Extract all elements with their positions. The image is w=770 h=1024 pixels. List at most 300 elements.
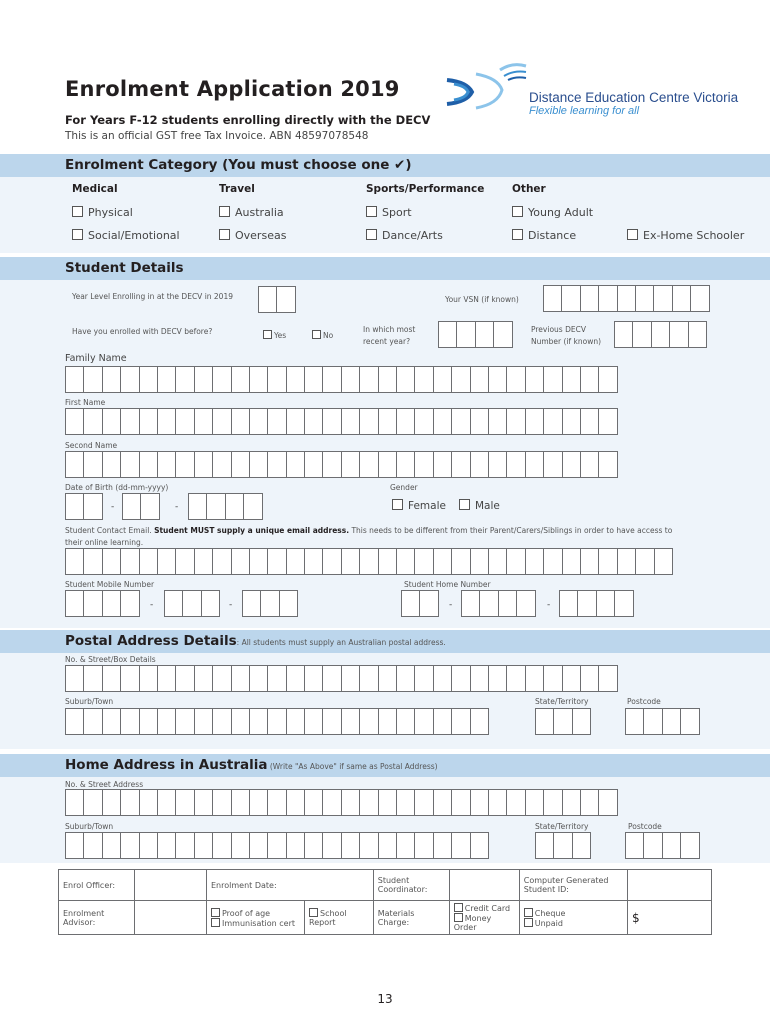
char-box[interactable]: [359, 366, 378, 393]
char-box[interactable]: [120, 366, 139, 393]
char-box[interactable]: [194, 665, 213, 692]
char-box[interactable]: [212, 789, 231, 816]
checkbox[interactable]: [219, 206, 230, 217]
char-box[interactable]: [414, 408, 433, 435]
char-box[interactable]: [65, 708, 84, 735]
char-box[interactable]: [157, 789, 176, 816]
char-box[interactable]: [643, 708, 662, 735]
char-box[interactable]: [559, 590, 578, 617]
char-box[interactable]: [562, 665, 581, 692]
char-box[interactable]: [157, 408, 176, 435]
char-box[interactable]: [598, 789, 617, 816]
checkbox[interactable]: [512, 206, 523, 217]
char-box[interactable]: [157, 548, 176, 575]
char-box[interactable]: [580, 408, 599, 435]
char-box[interactable]: [304, 832, 323, 859]
char-box[interactable]: [488, 408, 507, 435]
char-box[interactable]: [206, 493, 225, 520]
char-box[interactable]: [231, 789, 250, 816]
char-box[interactable]: [175, 548, 194, 575]
checkbox[interactable]: [366, 206, 377, 217]
char-box[interactable]: [65, 665, 84, 692]
char-box[interactable]: [378, 789, 397, 816]
char-box[interactable]: [304, 665, 323, 692]
char-box[interactable]: [598, 548, 617, 575]
char-box[interactable]: [488, 451, 507, 478]
checkbox[interactable]: [366, 229, 377, 240]
char-box[interactable]: [231, 366, 250, 393]
char-box[interactable]: [304, 548, 323, 575]
postal-postcode-boxes[interactable]: [625, 708, 699, 735]
char-box[interactable]: [322, 832, 341, 859]
char-box[interactable]: [102, 366, 121, 393]
char-box[interactable]: [65, 408, 84, 435]
checkbox[interactable]: [459, 499, 470, 510]
char-box[interactable]: [120, 548, 139, 575]
char-box[interactable]: [231, 548, 250, 575]
char-box[interactable]: [249, 451, 268, 478]
char-box[interactable]: [433, 366, 452, 393]
char-box[interactable]: [102, 451, 121, 478]
recent-year-boxes[interactable]: [438, 321, 512, 348]
char-box[interactable]: [488, 789, 507, 816]
char-box[interactable]: [258, 286, 277, 313]
option-social-emotional[interactable]: [72, 229, 180, 242]
char-box[interactable]: [635, 548, 654, 575]
home-state-boxes[interactable]: [535, 832, 590, 859]
char-box[interactable]: [396, 451, 415, 478]
char-box[interactable]: [625, 708, 644, 735]
char-box[interactable]: [396, 408, 415, 435]
char-box[interactable]: [562, 548, 581, 575]
char-box[interactable]: [286, 366, 305, 393]
checkbox[interactable]: [309, 908, 318, 917]
char-box[interactable]: [286, 832, 305, 859]
char-box[interactable]: [267, 451, 286, 478]
char-box[interactable]: [401, 590, 420, 617]
checkbox[interactable]: [263, 330, 272, 339]
char-box[interactable]: [506, 451, 525, 478]
char-box[interactable]: [267, 366, 286, 393]
char-box[interactable]: [194, 451, 213, 478]
checkbox[interactable]: [211, 908, 220, 917]
char-box[interactable]: [562, 451, 581, 478]
char-box[interactable]: [378, 408, 397, 435]
char-box[interactable]: [614, 590, 633, 617]
enrolled-no[interactable]: [312, 330, 333, 340]
char-box[interactable]: [65, 548, 84, 575]
home-number-boxes-1[interactable]: [401, 590, 438, 617]
char-box[interactable]: [378, 708, 397, 735]
char-box[interactable]: [617, 548, 636, 575]
char-box[interactable]: [488, 366, 507, 393]
mobile-boxes-1[interactable]: [65, 590, 139, 617]
char-box[interactable]: [249, 408, 268, 435]
char-box[interactable]: [279, 590, 298, 617]
char-box[interactable]: [359, 451, 378, 478]
char-box[interactable]: [322, 665, 341, 692]
char-box[interactable]: [341, 408, 360, 435]
char-box[interactable]: [175, 708, 194, 735]
char-box[interactable]: [396, 708, 415, 735]
char-box[interactable]: [672, 285, 691, 312]
enrol-officer-field[interactable]: [135, 870, 207, 901]
amount-field[interactable]: [628, 901, 712, 935]
char-box[interactable]: [580, 665, 599, 692]
char-box[interactable]: [267, 708, 286, 735]
char-box[interactable]: [396, 665, 415, 692]
char-box[interactable]: [525, 451, 544, 478]
char-box[interactable]: [562, 789, 581, 816]
option-ex-home-schooler[interactable]: [627, 229, 744, 242]
char-box[interactable]: [83, 493, 102, 520]
char-box[interactable]: [378, 366, 397, 393]
home-suburb-boxes[interactable]: [65, 832, 488, 859]
char-box[interactable]: [359, 789, 378, 816]
char-box[interactable]: [488, 665, 507, 692]
char-box[interactable]: [286, 408, 305, 435]
char-box[interactable]: [83, 832, 102, 859]
char-box[interactable]: [359, 408, 378, 435]
char-box[interactable]: [632, 321, 651, 348]
char-box[interactable]: [83, 789, 102, 816]
char-box[interactable]: [493, 321, 512, 348]
char-box[interactable]: [267, 832, 286, 859]
char-box[interactable]: [102, 408, 121, 435]
char-box[interactable]: [456, 321, 475, 348]
char-box[interactable]: [433, 408, 452, 435]
char-box[interactable]: [414, 366, 433, 393]
char-box[interactable]: [175, 408, 194, 435]
char-box[interactable]: [231, 408, 250, 435]
char-box[interactable]: [378, 665, 397, 692]
char-box[interactable]: [470, 832, 489, 859]
dob-month-boxes[interactable]: [122, 493, 159, 520]
char-box[interactable]: [662, 708, 681, 735]
char-box[interactable]: [267, 408, 286, 435]
char-box[interactable]: [596, 590, 615, 617]
char-box[interactable]: [341, 366, 360, 393]
char-box[interactable]: [506, 789, 525, 816]
char-box[interactable]: [212, 548, 231, 575]
dob-day-boxes[interactable]: [65, 493, 102, 520]
char-box[interactable]: [669, 321, 688, 348]
char-box[interactable]: [120, 832, 139, 859]
char-box[interactable]: [231, 665, 250, 692]
char-box[interactable]: [65, 366, 84, 393]
char-box[interactable]: [543, 451, 562, 478]
prev-number-boxes[interactable]: [614, 321, 706, 348]
char-box[interactable]: [65, 590, 84, 617]
char-box[interactable]: [470, 451, 489, 478]
char-box[interactable]: [249, 789, 268, 816]
char-box[interactable]: [525, 548, 544, 575]
char-box[interactable]: [525, 789, 544, 816]
char-box[interactable]: [139, 708, 158, 735]
char-box[interactable]: [572, 832, 591, 859]
char-box[interactable]: [543, 285, 562, 312]
char-box[interactable]: [451, 708, 470, 735]
char-box[interactable]: [231, 708, 250, 735]
postal-suburb-boxes[interactable]: [65, 708, 488, 735]
char-box[interactable]: [470, 789, 489, 816]
char-box[interactable]: [231, 832, 250, 859]
checkbox[interactable]: [454, 913, 463, 922]
char-box[interactable]: [654, 548, 673, 575]
option-physical[interactable]: [72, 206, 133, 219]
checkbox[interactable]: [392, 499, 403, 510]
family-name-boxes[interactable]: [65, 366, 617, 393]
char-box[interactable]: [359, 832, 378, 859]
char-box[interactable]: [139, 665, 158, 692]
char-box[interactable]: [322, 548, 341, 575]
char-box[interactable]: [322, 789, 341, 816]
char-box[interactable]: [506, 408, 525, 435]
checkbox[interactable]: [627, 229, 638, 240]
char-box[interactable]: [83, 665, 102, 692]
char-box[interactable]: [414, 665, 433, 692]
char-box[interactable]: [157, 708, 176, 735]
char-box[interactable]: [83, 366, 102, 393]
char-box[interactable]: [598, 451, 617, 478]
char-box[interactable]: [157, 665, 176, 692]
char-box[interactable]: [83, 590, 102, 617]
char-box[interactable]: [102, 708, 121, 735]
char-box[interactable]: [396, 789, 415, 816]
char-box[interactable]: [580, 451, 599, 478]
char-box[interactable]: [433, 708, 452, 735]
char-box[interactable]: [83, 451, 102, 478]
home-postcode-boxes[interactable]: [625, 832, 699, 859]
char-box[interactable]: [102, 789, 121, 816]
gender-male[interactable]: [459, 499, 500, 512]
char-box[interactable]: [286, 708, 305, 735]
char-box[interactable]: [260, 590, 279, 617]
char-box[interactable]: [438, 321, 457, 348]
char-box[interactable]: [157, 451, 176, 478]
option-young-adult[interactable]: [512, 206, 593, 219]
char-box[interactable]: [396, 366, 415, 393]
char-box[interactable]: [164, 590, 183, 617]
char-box[interactable]: [488, 548, 507, 575]
char-box[interactable]: [614, 321, 633, 348]
char-box[interactable]: [525, 408, 544, 435]
char-box[interactable]: [561, 285, 580, 312]
char-box[interactable]: [470, 366, 489, 393]
char-box[interactable]: [212, 708, 231, 735]
email-boxes[interactable]: [65, 548, 672, 575]
char-box[interactable]: [461, 590, 480, 617]
cheque-option[interactable]: [524, 908, 623, 918]
option-dance-arts[interactable]: [366, 229, 443, 242]
mobile-boxes-3[interactable]: [242, 590, 297, 617]
char-box[interactable]: [243, 493, 262, 520]
char-box[interactable]: [267, 665, 286, 692]
char-box[interactable]: [598, 285, 617, 312]
dob-year-boxes[interactable]: [188, 493, 262, 520]
char-box[interactable]: [598, 366, 617, 393]
char-box[interactable]: [249, 832, 268, 859]
char-box[interactable]: [580, 366, 599, 393]
char-box[interactable]: [359, 665, 378, 692]
char-box[interactable]: [102, 548, 121, 575]
char-box[interactable]: [506, 665, 525, 692]
checkbox[interactable]: [454, 903, 463, 912]
char-box[interactable]: [451, 451, 470, 478]
char-box[interactable]: [175, 665, 194, 692]
char-box[interactable]: [122, 493, 141, 520]
char-box[interactable]: [479, 590, 498, 617]
char-box[interactable]: [304, 408, 323, 435]
char-box[interactable]: [322, 451, 341, 478]
char-box[interactable]: [506, 548, 525, 575]
char-box[interactable]: [433, 548, 452, 575]
char-box[interactable]: [617, 285, 636, 312]
char-box[interactable]: [625, 832, 644, 859]
char-box[interactable]: [212, 451, 231, 478]
option-overseas[interactable]: [219, 229, 286, 242]
char-box[interactable]: [83, 408, 102, 435]
char-box[interactable]: [680, 832, 699, 859]
char-box[interactable]: [102, 832, 121, 859]
enrolled-yes[interactable]: [263, 330, 286, 340]
char-box[interactable]: [286, 548, 305, 575]
char-box[interactable]: [543, 408, 562, 435]
char-box[interactable]: [498, 590, 517, 617]
checkbox[interactable]: [312, 330, 321, 339]
first-name-boxes[interactable]: [65, 408, 617, 435]
char-box[interactable]: [242, 590, 261, 617]
char-box[interactable]: [451, 408, 470, 435]
checkbox[interactable]: [512, 229, 523, 240]
immunisation-option[interactable]: [211, 918, 300, 928]
char-box[interactable]: [140, 493, 159, 520]
char-box[interactable]: [378, 832, 397, 859]
char-box[interactable]: [341, 548, 360, 575]
char-box[interactable]: [341, 789, 360, 816]
checkbox[interactable]: [524, 908, 533, 917]
char-box[interactable]: [212, 408, 231, 435]
char-box[interactable]: [120, 590, 139, 617]
char-box[interactable]: [175, 789, 194, 816]
char-box[interactable]: [470, 665, 489, 692]
option-sport[interactable]: [366, 206, 412, 219]
char-box[interactable]: [643, 832, 662, 859]
char-box[interactable]: [225, 493, 244, 520]
char-box[interactable]: [212, 665, 231, 692]
postal-street-boxes[interactable]: [65, 665, 617, 692]
char-box[interactable]: [249, 665, 268, 692]
char-box[interactable]: [120, 665, 139, 692]
char-box[interactable]: [65, 832, 84, 859]
char-box[interactable]: [304, 451, 323, 478]
char-box[interactable]: [286, 789, 305, 816]
char-box[interactable]: [414, 789, 433, 816]
char-box[interactable]: [139, 548, 158, 575]
char-box[interactable]: [414, 832, 433, 859]
char-box[interactable]: [451, 548, 470, 575]
char-box[interactable]: [562, 408, 581, 435]
proof-of-age-option[interactable]: [211, 908, 300, 918]
char-box[interactable]: [572, 708, 591, 735]
home-street-boxes[interactable]: [65, 789, 617, 816]
char-box[interactable]: [120, 451, 139, 478]
char-box[interactable]: [267, 548, 286, 575]
student-coordinator-field[interactable]: [449, 870, 519, 901]
char-box[interactable]: [635, 285, 654, 312]
char-box[interactable]: [662, 832, 681, 859]
char-box[interactable]: [470, 548, 489, 575]
checkbox[interactable]: [219, 229, 230, 240]
char-box[interactable]: [83, 548, 102, 575]
money-order-option[interactable]: [454, 913, 515, 932]
char-box[interactable]: [535, 832, 554, 859]
char-box[interactable]: [451, 789, 470, 816]
school-report-option[interactable]: [309, 908, 369, 927]
char-box[interactable]: [139, 366, 158, 393]
char-box[interactable]: [598, 408, 617, 435]
char-box[interactable]: [194, 832, 213, 859]
char-box[interactable]: [341, 708, 360, 735]
second-name-boxes[interactable]: [65, 451, 617, 478]
checkbox[interactable]: [72, 229, 83, 240]
char-box[interactable]: [553, 708, 572, 735]
char-box[interactable]: [451, 366, 470, 393]
char-box[interactable]: [543, 366, 562, 393]
char-box[interactable]: [249, 366, 268, 393]
char-box[interactable]: [304, 789, 323, 816]
char-box[interactable]: [543, 665, 562, 692]
char-box[interactable]: [653, 285, 672, 312]
char-box[interactable]: [194, 366, 213, 393]
char-box[interactable]: [120, 708, 139, 735]
char-box[interactable]: [304, 366, 323, 393]
char-box[interactable]: [378, 451, 397, 478]
char-box[interactable]: [322, 408, 341, 435]
char-box[interactable]: [543, 548, 562, 575]
char-box[interactable]: [414, 548, 433, 575]
char-box[interactable]: [580, 285, 599, 312]
char-box[interactable]: [194, 708, 213, 735]
char-box[interactable]: [562, 366, 581, 393]
char-box[interactable]: [212, 832, 231, 859]
char-box[interactable]: [525, 366, 544, 393]
char-box[interactable]: [83, 708, 102, 735]
char-box[interactable]: [359, 708, 378, 735]
char-box[interactable]: [276, 286, 295, 313]
char-box[interactable]: [102, 665, 121, 692]
char-box[interactable]: [577, 590, 596, 617]
char-box[interactable]: [451, 832, 470, 859]
char-box[interactable]: [201, 590, 220, 617]
char-box[interactable]: [378, 548, 397, 575]
char-box[interactable]: [341, 451, 360, 478]
char-box[interactable]: [433, 832, 452, 859]
char-box[interactable]: [304, 708, 323, 735]
char-box[interactable]: [525, 665, 544, 692]
char-box[interactable]: [414, 708, 433, 735]
char-box[interactable]: [414, 451, 433, 478]
char-box[interactable]: [433, 665, 452, 692]
char-box[interactable]: [65, 789, 84, 816]
char-box[interactable]: [359, 548, 378, 575]
char-box[interactable]: [139, 451, 158, 478]
char-box[interactable]: [120, 408, 139, 435]
char-box[interactable]: [651, 321, 670, 348]
computer-id-field[interactable]: [628, 870, 712, 901]
char-box[interactable]: [182, 590, 201, 617]
char-box[interactable]: [598, 665, 617, 692]
